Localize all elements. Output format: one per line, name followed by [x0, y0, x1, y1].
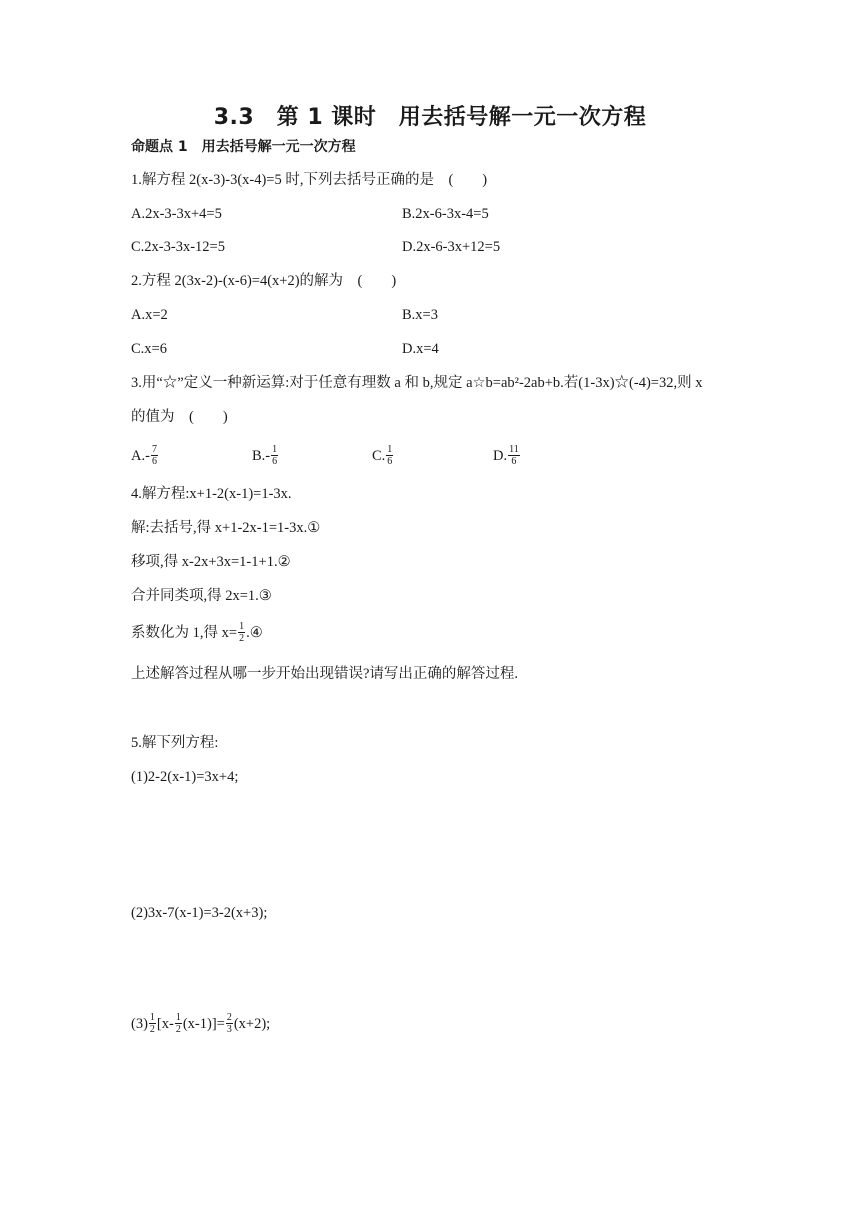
fraction: [271, 444, 278, 467]
numerator: 2: [226, 1012, 232, 1023]
numerator: 1: [239, 621, 245, 632]
fraction: [151, 444, 158, 467]
step-4-suffix: .④: [246, 624, 263, 641]
question-3-option-b: [252, 445, 279, 468]
numerator: 1: [175, 1012, 181, 1023]
question-1-option-a: A.2x-3-3x+4=5: [131, 206, 222, 222]
question-2-option-a: A.x=2: [131, 307, 168, 323]
question-3-option-d: [493, 445, 521, 468]
numerator: 1: [149, 1012, 155, 1023]
denominator: 6: [272, 456, 278, 467]
fraction: [508, 444, 520, 467]
question-2-option-d: D.x=4: [402, 341, 439, 357]
fraction: [238, 621, 245, 644]
question-5-stem: 5.解下列方程:: [131, 735, 219, 751]
part-3-mid-2: (x-1)]=: [182, 1015, 225, 1032]
option-label: B.-: [252, 447, 271, 464]
fraction: [386, 444, 393, 467]
page-title: 3.3 第 1 课时 用去括号解一元一次方程: [213, 105, 647, 130]
denominator: 2: [149, 1024, 155, 1035]
question-1-option-d: D.2x-6-3x+12=5: [402, 239, 501, 255]
question-4-prompt: 上述解答过程从哪一步开始出现错误?请写出正确的解答过程.: [131, 666, 519, 682]
part-3-suffix: (x+2);: [233, 1015, 271, 1032]
part-3-prefix: (3): [131, 1015, 148, 1032]
question-4-step-1: 解:去括号,得 x+1-2x-1=1-3x.①: [131, 520, 321, 536]
numerator: 1: [272, 444, 278, 455]
question-5-part-3: [131, 1013, 270, 1036]
numerator: 7: [151, 444, 157, 455]
question-3-stem-line1: 3.用“☆”定义一种新运算:对于任意有理数 a 和 b,规定 a☆b=ab²-2ab+b.若(1-3x)☆(-4)=32,则 x: [131, 375, 703, 391]
question-5-part-1: (1)2-2(x-1)=3x+4;: [131, 769, 239, 785]
denominator: 6: [387, 456, 393, 467]
question-2-option-c: C.x=6: [131, 341, 167, 357]
question-3-stem-line2: 的值为 ( ): [131, 409, 228, 425]
question-4-step-4: [131, 622, 263, 645]
denominator: 3: [226, 1024, 232, 1035]
question-2-stem: 2.方程 2(3x-2)-(x-6)=4(x+2)的解为 ( ): [131, 273, 397, 289]
question-1-option-b: B.2x-6-3x-4=5: [402, 206, 489, 222]
option-label: C.: [372, 447, 386, 464]
option-label: D.: [493, 447, 508, 464]
numerator: 1: [387, 444, 393, 455]
question-3-option-c: [372, 445, 394, 468]
part-3-mid-1: [x-: [156, 1015, 174, 1032]
option-label: A.-: [131, 447, 150, 464]
section-heading: 命题点 1 用去括号解一元一次方程: [131, 139, 356, 155]
question-4-step-2: 移项,得 x-2x+3x=1-1+1.②: [131, 554, 291, 570]
question-4-step-3: 合并同类项,得 2x=1.③: [131, 588, 272, 604]
question-3-option-a: [131, 445, 159, 468]
step-4-prefix: 系数化为 1,得 x=: [131, 624, 238, 641]
fraction: [175, 1012, 182, 1035]
question-2-option-b: B.x=3: [402, 307, 438, 323]
question-5-part-2: (2)3x-7(x-1)=3-2(x+3);: [131, 905, 268, 921]
question-1-option-c: C.2x-3-3x-12=5: [131, 239, 225, 255]
denominator: 2: [175, 1024, 181, 1035]
question-4-stem: 4.解方程:x+1-2(x-1)=1-3x.: [131, 486, 292, 502]
denominator: 2: [239, 633, 245, 644]
denominator: 6: [511, 456, 517, 467]
numerator: 11: [509, 444, 519, 455]
fraction: [149, 1012, 156, 1035]
fraction: [226, 1012, 233, 1035]
question-1-stem: 1.解方程 2(x-3)-3(x-4)=5 时,下列去括号正确的是 ( ): [131, 172, 488, 188]
denominator: 6: [151, 456, 157, 467]
